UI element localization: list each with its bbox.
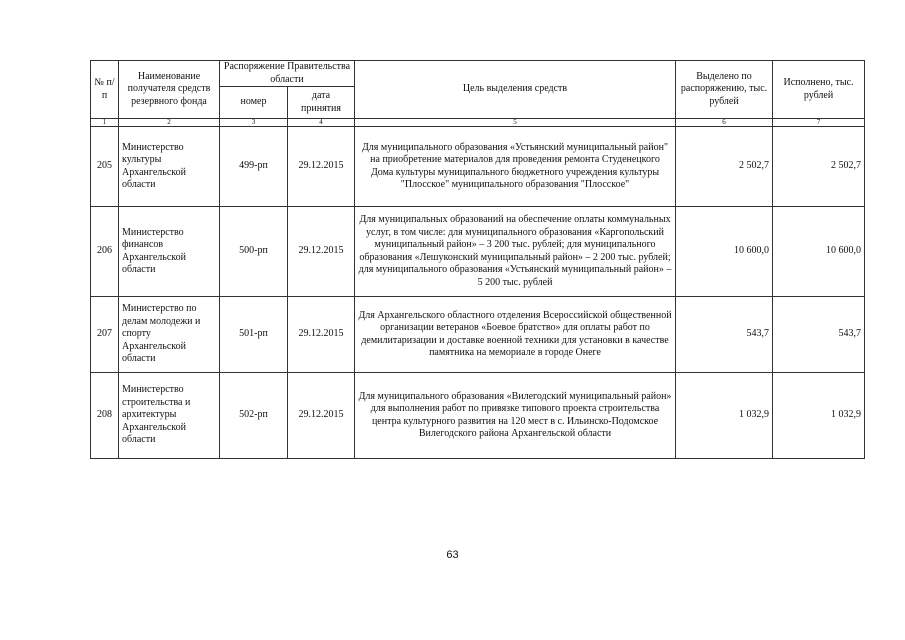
row-order-number: 501-рп: [220, 297, 288, 373]
row-allocated: 1 032,9: [676, 373, 773, 459]
column-index: 1: [91, 119, 119, 127]
row-allocated: 10 600,0: [676, 207, 773, 297]
table-row: [91, 127, 865, 207]
row-order-date: 29.12.2015: [288, 297, 355, 373]
header-purpose: Цель выделения средств: [355, 61, 676, 119]
row-purpose: Для муниципального образования «Вилегодский муниципальный район» для выполнения работ по привязке типового проекта строительства центра культурного развития на 120 мест в с. Ильинско-Подомское Вилегодского района Архангельской области: [355, 373, 676, 459]
row-recipient: Министерство культуры Архангельской области: [119, 127, 220, 207]
page-number: 63: [446, 549, 459, 561]
row-order-number: 500-рп: [220, 207, 288, 297]
table-row: [91, 297, 865, 373]
row-num: 205: [91, 127, 119, 207]
table-row: [91, 373, 865, 459]
row-num: 208: [91, 373, 119, 459]
header-executed: Исполнено, тыс. рублей: [773, 61, 865, 119]
row-allocated: 2 502,7: [676, 127, 773, 207]
header-recipient: Наименование получателя средств резервного фонда: [119, 61, 220, 119]
row-num: 206: [91, 207, 119, 297]
header-order-date: дата принятия: [288, 87, 355, 119]
row-order-number: 502-рп: [220, 373, 288, 459]
column-index: 6: [676, 119, 773, 127]
row-order-number: 499-рп: [220, 127, 288, 207]
row-purpose: Для Архангельского областного отделения Всероссийской общественной организации ветеранов «Боевое братство» для оплаты работ по демилитаризации и доставке военной техники для установки в качестве памятника на мемориале в городе Онеге: [355, 297, 676, 373]
reserve-fund-table: [90, 60, 865, 459]
row-allocated: 543,7: [676, 297, 773, 373]
row-executed: 10 600,0: [773, 207, 865, 297]
row-purpose: Для муниципального образования «Устьянский муниципальный район" на приобретение материалов для проведения ремонта Студенецкого Дома культуры муниципального бюджетного учреждения культуры "Плосское" муниципального образования "Плосское": [355, 127, 676, 207]
row-order-date: 29.12.2015: [288, 373, 355, 459]
row-executed: 2 502,7: [773, 127, 865, 207]
row-recipient: Министерство по делам молодежи и спорту Архангельской области: [119, 297, 220, 373]
column-index: 2: [119, 119, 220, 127]
header-allocated: Выделено по распоряжению, тыс. рублей: [676, 61, 773, 119]
row-recipient: Министерство строительства и архитектуры Архангельской области: [119, 373, 220, 459]
column-index-row: [91, 119, 865, 127]
column-index: 3: [220, 119, 288, 127]
row-num: 207: [91, 297, 119, 373]
row-order-date: 29.12.2015: [288, 207, 355, 297]
header-num: № п/п: [91, 61, 119, 119]
row-executed: 543,7: [773, 297, 865, 373]
table-row: [91, 207, 865, 297]
column-index: 4: [288, 119, 355, 127]
row-order-date: 29.12.2015: [288, 127, 355, 207]
header-order-number: номер: [220, 87, 288, 119]
row-recipient: Министерство финансов Архангельской области: [119, 207, 220, 297]
column-index: 5: [355, 119, 676, 127]
column-index: 7: [773, 119, 865, 127]
header-order-group: Распоряжение Правительства области: [220, 61, 355, 87]
row-executed: 1 032,9: [773, 373, 865, 459]
row-purpose: Для муниципальных образований на обеспечение оплаты коммунальных услуг, в том числе: для муниципального образования «Каргопольский муниципальный район» – 3 200 тыс. рублей; для муниципального образования «Лешуконский муниципальный район» – 2 200 тыс. рублей; для муниципального образования «Устьянский муниципальный район» – 5 200 тыс. рублей: [355, 207, 676, 297]
